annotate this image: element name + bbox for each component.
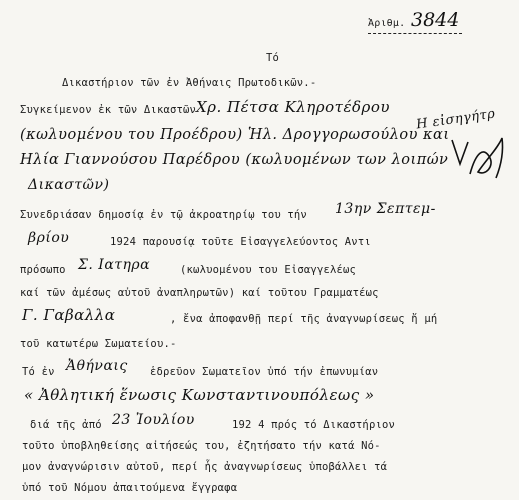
judge-name-1: Χρ. Πέτσα Κληροτέδρου: [196, 98, 390, 116]
application-date: 23 Ἰουλίου: [112, 412, 195, 428]
presence-text: 1924 παρουσίᾳ τοῦτε Εἰσαγγελεύοντος Αντι: [110, 236, 371, 248]
composed-of-text: Συγκείμενον ἐκ τῶν Δικαστῶν: [20, 104, 197, 116]
court-title: Δικαστήριον τῶν ἐν Ἀθήναις Πρωτοδικῶν.-: [62, 77, 317, 89]
seat-text-2: ἑδρεῦον Σωματεῖον ὑπό τήν ἐπωνυμίαν: [150, 366, 379, 378]
session-month: βρίου: [28, 230, 70, 246]
rapporteur-note: Η εἰσηγήτρ: [415, 106, 497, 133]
ruling-text: , ἔνα ἀποφανθῇ περί τῆς ἀναγνωρίσεως ἤ μή: [170, 313, 438, 325]
document-number: 3844: [411, 9, 460, 31]
city-name: Ἀθήναις: [66, 358, 128, 374]
prosecutor-note: (κωλυομένου του Εἰσαγγελέως: [180, 264, 357, 276]
judges-closing: Δικαστῶν): [28, 177, 110, 193]
session-text: Συνεδριάσαν δημοσίᾳ ἐν τῷ ἀκροατηρίῳ του τήν: [20, 209, 307, 221]
prosecutor-name: Σ. Ιατηρα: [78, 257, 151, 273]
number-label: Ἀριθμ.: [368, 18, 406, 29]
association-text: τοῦ κατωτέρω Σωματείου.-: [20, 338, 177, 350]
signature: [446, 130, 508, 184]
to-label: Τό: [266, 52, 280, 64]
association-name: « Ἀθλητική ἕνωσις Κωνσταντινουπόλεως »: [24, 386, 375, 404]
seat-text: Τό ἐν: [22, 366, 55, 378]
recognition-text: μον ἀναγνώρισιν αὐτοῦ, περί ἧς ἀναγνωρίσεως ὑποβάλλει τά: [22, 461, 388, 473]
number-underline: [368, 33, 462, 34]
session-date: 13ην Σεπτεμ-: [335, 201, 436, 217]
request-text: τοῦτο ὑποβληθείσης αἰτήσεώς του, ἐζητήσατο τήν κατά Νό-: [22, 440, 381, 452]
documents-text: ὑπό τοῦ Νόμου ἀπαιτούμενα ἔγγραφα: [22, 482, 238, 494]
clerk-name: Γ. Γαβαλλα: [22, 306, 116, 324]
court-text: 192 4 πρός τό Δικαστήριον: [232, 419, 396, 431]
substitutes-text: καί τῶν ἀμέσως αὐτοῦ ἀναπληρωτῶν) καί τοῦτου Γραμματέως: [20, 287, 379, 299]
judge-name-3-line: Ηλία Γιαννούσου Παρέδρου (κωλυομένων των λοιπών: [20, 152, 449, 168]
via-text: διά τῆς ἀπό: [30, 419, 102, 431]
deputy-text: πρόσωπο: [20, 264, 66, 276]
judge-name-2-line: (κωλυομένου του Προέδρου) Ἡλ. Δρογγορωσούλου και: [20, 127, 450, 143]
